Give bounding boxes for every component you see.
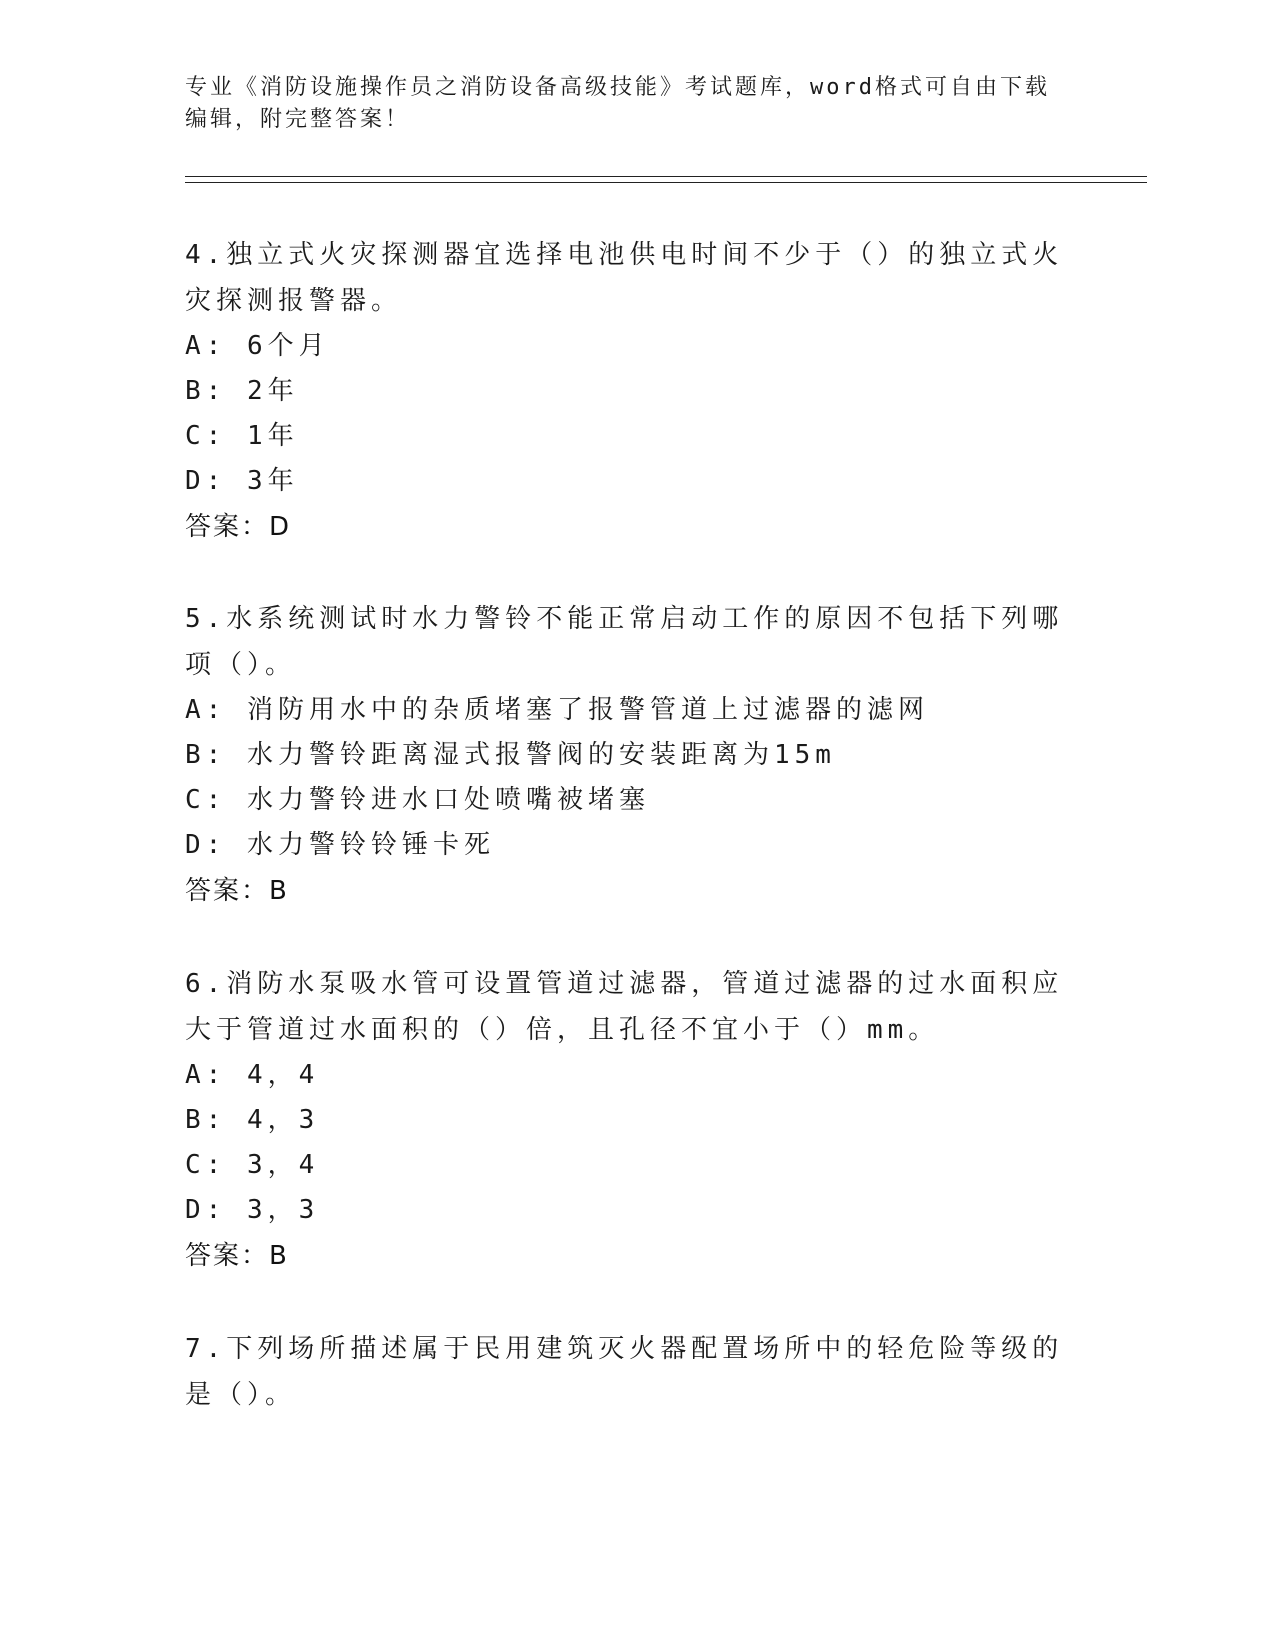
- option-a: A: 4，4: [185, 1060, 320, 1090]
- document-header: 专业《消防设施操作员之消防设备高级技能》考试题库，word格式可自由下载编辑，附完整答案！: [185, 75, 1050, 132]
- option-c: C: 3，4: [185, 1150, 320, 1180]
- option-a: A: 消防用水中的杂质堵塞了报警管道上过滤器的滤网: [185, 695, 929, 725]
- header-divider-bottom: [185, 182, 1147, 183]
- answer: 答案：B: [185, 1241, 289, 1271]
- question-6: [185, 961, 1065, 1279]
- option-b: B: 水力警铃距离湿式报警阀的安装距离为15m: [185, 740, 836, 770]
- option-d: D: 3，3: [185, 1195, 320, 1225]
- option-d: D: 水力警铃铃锤卡死: [185, 830, 495, 860]
- question-stem: 7.下列场所描述属于民用建筑灭火器配置场所中的轻危险等级的是（）。: [185, 1334, 1064, 1410]
- question-stem: 4.独立式火灾探测器宜选择电池供电时间不少于（）的独立式火灾探测报警器。: [185, 240, 1064, 316]
- option-d: D: 3年: [185, 466, 299, 496]
- question-stem: 5.水系统测试时水力警铃不能正常启动工作的原因不包括下列哪项（）。: [185, 604, 1064, 680]
- option-c: C: 水力警铃进水口处喷嘴被堵塞: [185, 785, 650, 815]
- question-stem: 6.消防水泵吸水管可设置管道过滤器，管道过滤器的过水面积应大于管道过水面积的（）倍，且孔径不宜小于（）mm。: [185, 969, 1064, 1045]
- option-c: C: 1年: [185, 421, 299, 451]
- answer: 答案：B: [185, 876, 289, 906]
- header-divider-top: [185, 176, 1147, 177]
- question-5: [185, 596, 1065, 914]
- option-b: B: 2年: [185, 376, 299, 406]
- question-4: [185, 232, 1065, 550]
- option-b: B: 4，3: [185, 1105, 320, 1135]
- answer: 答案：D: [185, 512, 292, 542]
- question-7: [185, 1326, 1065, 1418]
- option-a: A: 6个月: [185, 331, 330, 361]
